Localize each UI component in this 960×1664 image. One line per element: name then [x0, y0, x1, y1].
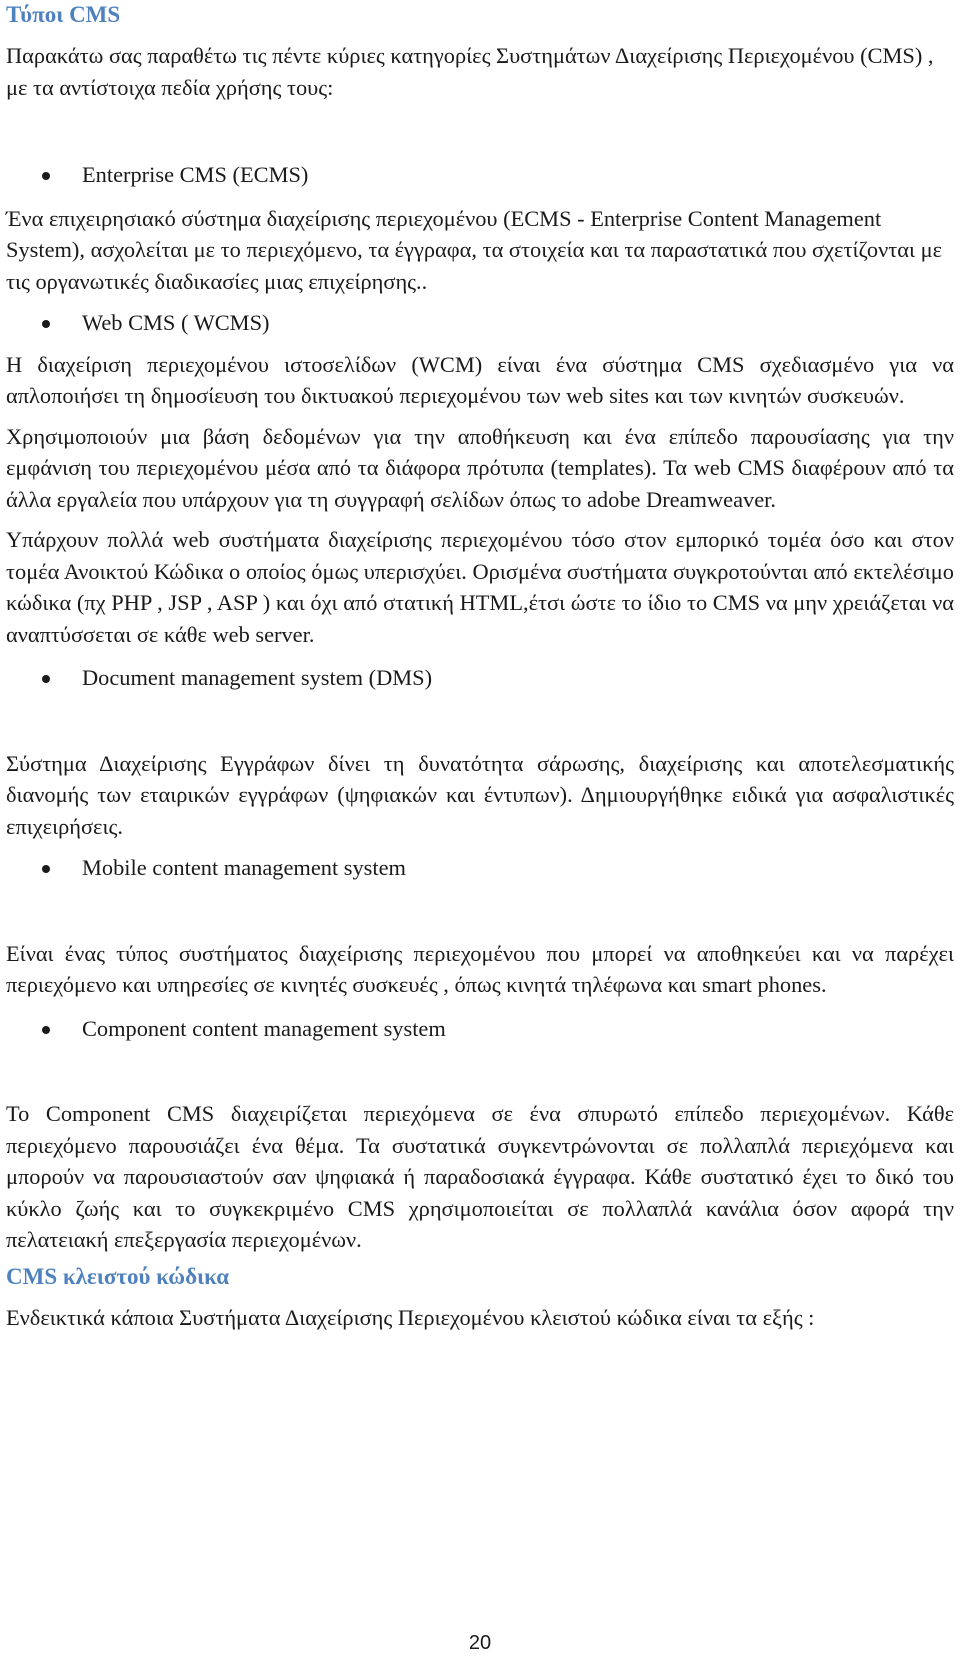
- bullet-component: [6, 1013, 954, 1045]
- bullet-dms: [6, 662, 954, 694]
- wcms-paragraph-1: Η διαχείριση περιεχομένου ιστοσελίδων (WCM) είναι ένα σύστημα CMS σχεδιασμένο για να απλοποιήσει τη δημοσίευση του δικτυακού περιεχομένου των web sites και των κινητών συσκευών.: [6, 351, 954, 408]
- bullet-ecms-label: Enterprise CMS (ECMS): [82, 162, 309, 187]
- component-paragraph: Το Component CMS διαχειρίζεται περιεχόμενα σε ένα σπυρωτό επίπεδο περιεχομένων. Κάθε περιεχόμενο παρουσιάζει ένα θέμα. Τα συστατικά συγκεντρώνονται σε πολλαπλά περιεχόμενα και μπορούν να παρουσιαστούν σαν ψηφιακά ή παραδοσιακά έγγραφα. Κάθε συστατικό έχει το δικό του κύκλο ζωής και το συγκεκριμένο CMS χρησιμοποιείται σε πολλαπλά κανάλια όσον αφορά την πελατειακή επεξεργασία περιεχομένων.: [6, 1101, 954, 1252]
- heading-types: Τύποι CMS: [6, 2, 121, 27]
- wcms-paragraph-3: Υπάρχουν πολλά web συστήματα διαχείρισης περιεχομένου τόσο στον εμπορικό τομέα όσο και στον τομέα Ανοικτού Κώδικα ο οποίος όμως υπερισχύει. Ορισμένα συστήματα συγκροτούνται από εκτελέσιμο κώδικα (πχ PHP , JSP , ASP ) και όχι από στατική HTML,έτσι ώστε το ίδιο το CMS να μην χρειάζεται να αναπτύσσεται σε κάθε web server.: [6, 527, 954, 647]
- page-number: 20: [468, 1632, 492, 1654]
- closed-source-intro: Ενδεικτικά κάποια Συστήματα Διαχείρισης Περιεχομένου κλειστού κώδικα είναι τα εξής :: [6, 1304, 815, 1330]
- wcms-paragraph-2: Χρησιμοποιούν μια βάση δεδομένων για την αποθήκευση και ένα επίπεδο παρουσίασης για την εμφάνιση του περιεχομένου μέσα από τα διάφορα πρότυπα (templates). Τα web CMS διαφέρουν από τα άλλα εργαλεία που υπάρχουν για τη συγγραφή σελίδων όπως το adobe Dreamweaver.: [6, 423, 954, 512]
- dms-paragraph: Σύστημα Διαχείρισης Εγγράφων δίνει τη δυνατότητα σάρωσης, διαχείρισης και αποτελεσματικής διανομής των εταιρικών εγγράφων (ψηφιακών και έντυπων). Δημιουργήθηκε ειδικά για ασφαλιστικές επιχειρήσεις.: [6, 750, 954, 839]
- bullet-component-label: Component content management system: [82, 1015, 446, 1041]
- bullet-dot-icon: [42, 1026, 50, 1034]
- bullet-dms-label: Document management system (DMS): [82, 665, 433, 690]
- ecms-paragraph: Ένα επιχειρησιακό σύστημα διαχείρισης περιεχομένου (ECMS - Enterprise Content Management System), ασχολείται με το περιεχόμενο, τα έγγραφα, τα στοιχεία και τα παραστατικά που σχετίζονται με τις οργανωτικές διαδικασίες μιας επιχείρησης..: [6, 205, 942, 294]
- bullet-dot-icon: [42, 675, 50, 683]
- bullet-mobile: [6, 852, 954, 884]
- intro-paragraph: Παρακάτω σας παραθέτω τις πέντε κύριες κατηγορίες Συστημάτων Διαχείρισης Περιεχομένου (CMS) , με τα αντίστοιχα πεδία χρήσης τους:: [6, 43, 934, 100]
- heading-closed-source: CMS κλειστού κώδικα: [6, 1263, 230, 1289]
- bullet-dot-icon: [42, 172, 50, 180]
- mobile-paragraph: Είναι ένας τύπος συστήματος διαχείρισης περιεχομένου που μπορεί να αποθηκεύει και να παρέχει περιεχόμενο και υπηρεσίες σε κινητές συσκευές , όπως κινητά τηλέφωνα και smart phones.: [6, 940, 954, 997]
- bullet-ecms: [6, 159, 954, 191]
- bullet-mobile-label: Mobile content management system: [82, 855, 406, 880]
- bullet-dot-icon: [42, 320, 50, 328]
- bullet-dot-icon: [42, 865, 50, 873]
- bullet-wcms: [6, 307, 954, 339]
- bullet-wcms-label: Web CMS ( WCMS): [82, 310, 270, 335]
- page-content: [6, 0, 954, 1333]
